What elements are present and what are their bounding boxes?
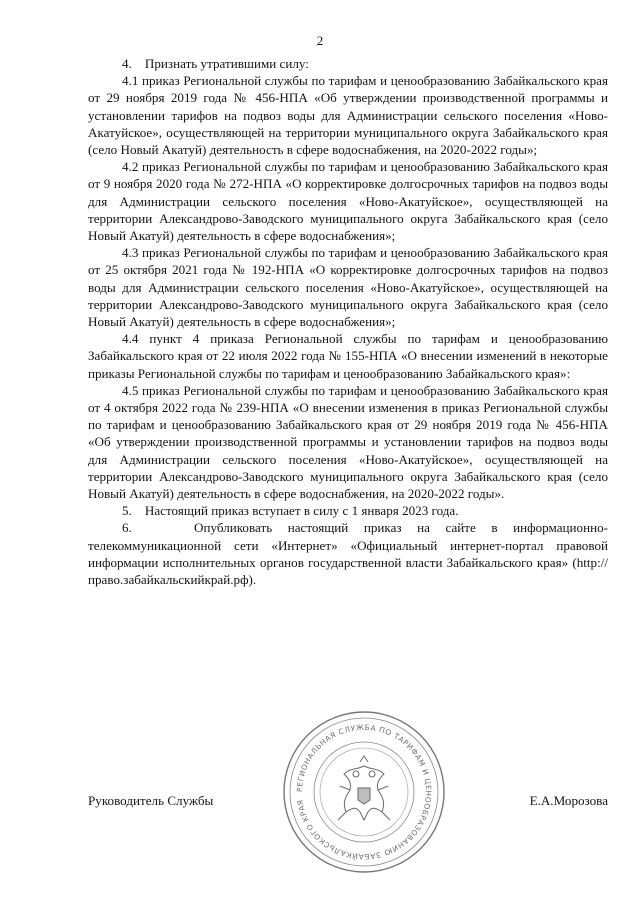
- paragraph-5: 5. Настоящий приказ вступает в силу с 1 января 2023 года.: [122, 503, 459, 519]
- page-number: 2: [316, 33, 324, 48]
- paragraph-4-4: 4.4 пункт 4 приказа Региональной службы по тарифам и ценообразованию Забайкальского края от 22 июля 2022 года № 155-НПА «О внесении изменений в некоторые приказы Региональной службы по тарифам и ценообразованию Забайкальского края»:: [88, 331, 608, 381]
- paragraph-4-5: 4.5 приказ Региональной службы по тарифам и ценообразованию Забайкальского края от 4 октября 2022 года № 239-НПА «О внесении изменения в приказ Региональной службы по тарифам и ценообразованию Забайкальского края от 29 ноября 2019 года № 456-НПА «Об утверждении производственной программы и установлении тарифов на подвоз воды для Администрации сельского поселения «Ново-Акатуйское», осуществляющей на территории Александрово-Заводского муниципального округа Забайкальского края (село Новый Акатуй) деятельность в сфере водоснабжения, на 2020-2022 годы».: [88, 382, 608, 502]
- paragraph-4-2: 4.2 приказ Региональной службы по тарифам и ценообразованию Забайкальского края от 9 ноября 2020 года № 272-НПА «О корректировке долгосрочных тарифов на подвоз воды для Администрации сельского поселения «Ново-Акатуйское», осуществляющей на территории Александрово-Заводского муниципального округа Забайкальского края (село Новый Акатуй) деятельность в сфере водоснабжения»;: [88, 159, 608, 244]
- document-body: [88, 55, 608, 588]
- signature-name: Е.А.Морозова: [529, 793, 608, 808]
- seal-text: РЕГИОНАЛЬНАЯ СЛУЖБА ПО ТАРИФАМ И ЦЕНООБРАЗОВАНИЮ ЗАБАЙКАЛЬСКОГО КРАЯ: [294, 722, 434, 862]
- paragraph-4: 4. Признать утратившими силу:: [122, 56, 309, 71]
- official-seal: [280, 708, 448, 876]
- paragraph-6: 6. Опубликовать настоящий приказ на сайте в информационно-телекоммуникационной сети «Интернет» «Официальный интернет-портал правовой информации исполнительных органов государственной власти Забайкальского края» (http://право.забайкальскийкрай.рф).: [88, 520, 608, 588]
- signature-title: Руководитель Службы: [88, 793, 214, 808]
- paragraph-4-3: 4.3 приказ Региональной службы по тарифам и ценообразованию Забайкальского края от 25 октября 2021 года № 192-НПА «О корректировке долгосрочных тарифов на подвоз воды для Администрации сельского поселения «Ново-Акатуйское», осуществляющей на территории Александрово-Заводского муниципального округа Забайкальского края (село Новый Акатуй) деятельность в сфере водоснабжения»;: [88, 245, 608, 330]
- coat-of-arms-icon: [338, 756, 390, 820]
- paragraph-4-1: 4.1 приказ Региональной службы по тарифам и ценообразованию Забайкальского края от 29 ноября 2019 года № 456-НПА «Об утверждении производственной программы и установлении тарифов на подвоз воды для Администрации сельского поселения «Ново-Акатуйское», осуществляющей на территории муниципального округа Забайкальского края (село Новый Акатуй) деятельность в сфере водоснабжения, на 2020-2022 годы»;: [88, 73, 608, 158]
